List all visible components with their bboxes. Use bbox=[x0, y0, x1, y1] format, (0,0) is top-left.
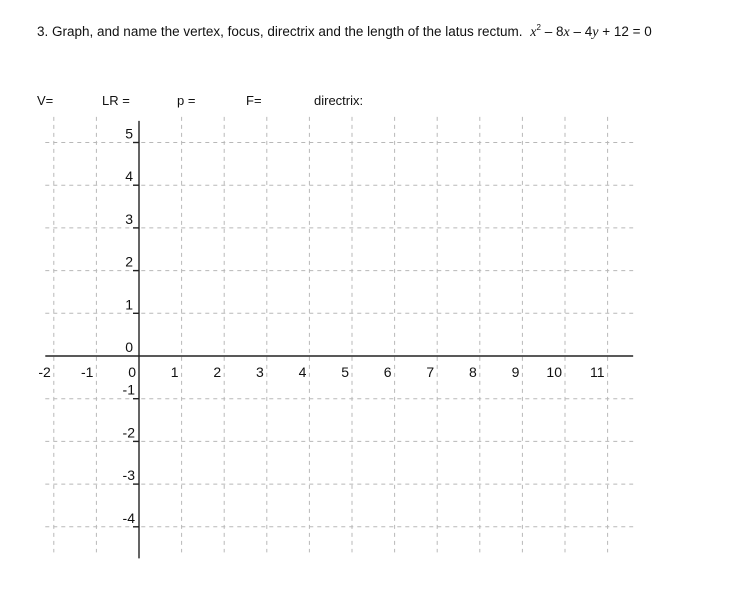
y-tick-label: -2 bbox=[122, 424, 135, 441]
equation-exponent: 2 bbox=[536, 23, 541, 32]
equation-x-variable: x bbox=[530, 25, 537, 40]
x-tick-label: 7 bbox=[426, 364, 435, 380]
equation-term-1: – 8 bbox=[540, 24, 564, 39]
question-text: 3. Graph, and name the vertex, focus, directrix and the length of the latus rectum. bbox=[37, 24, 523, 39]
x-tick-label: 2 bbox=[213, 364, 222, 380]
y-tick-label: 4 bbox=[125, 168, 133, 185]
x-tick-label: 0 bbox=[128, 364, 136, 380]
y-tick-label: 2 bbox=[125, 253, 133, 270]
y-tick-label: -1 bbox=[122, 381, 135, 398]
x-tick-label: 4 bbox=[298, 364, 307, 380]
grid-lines bbox=[45, 117, 633, 553]
p-value-label: p = bbox=[177, 93, 196, 108]
x-tick-label: 11 bbox=[590, 364, 605, 380]
y-tick-label: -3 bbox=[122, 467, 135, 484]
y-tick-label: 3 bbox=[125, 210, 133, 227]
x-tick-label: 5 bbox=[341, 364, 349, 380]
vertex-label: V= bbox=[37, 93, 54, 108]
y-tick-label: 5 bbox=[125, 125, 133, 142]
equation-x-variable-2: x bbox=[563, 25, 570, 40]
directrix-label: directrix: bbox=[314, 93, 364, 108]
x-tick-label: 3 bbox=[256, 364, 264, 380]
x-tick-label: 8 bbox=[469, 364, 477, 380]
equation-term-2: – 4 bbox=[569, 24, 593, 39]
focus-label: F= bbox=[246, 93, 262, 108]
x-tick-label: -2 bbox=[38, 364, 51, 380]
y-tick-label: 1 bbox=[125, 296, 133, 313]
equation-term-3: + 12 = 0 bbox=[598, 24, 652, 39]
x-tick-label: 1 bbox=[170, 364, 179, 380]
y-tick-label: 0 bbox=[125, 339, 133, 355]
equation-y-variable: y bbox=[592, 25, 599, 40]
latus-rectum-label: LR = bbox=[102, 93, 130, 108]
x-tick-label: 6 bbox=[383, 364, 392, 380]
x-tick-label: -1 bbox=[80, 364, 94, 380]
x-tick-label: 10 bbox=[546, 364, 562, 380]
y-tick-label: -4 bbox=[122, 509, 135, 526]
axes bbox=[45, 121, 633, 559]
x-tick-label: 9 bbox=[511, 364, 520, 380]
